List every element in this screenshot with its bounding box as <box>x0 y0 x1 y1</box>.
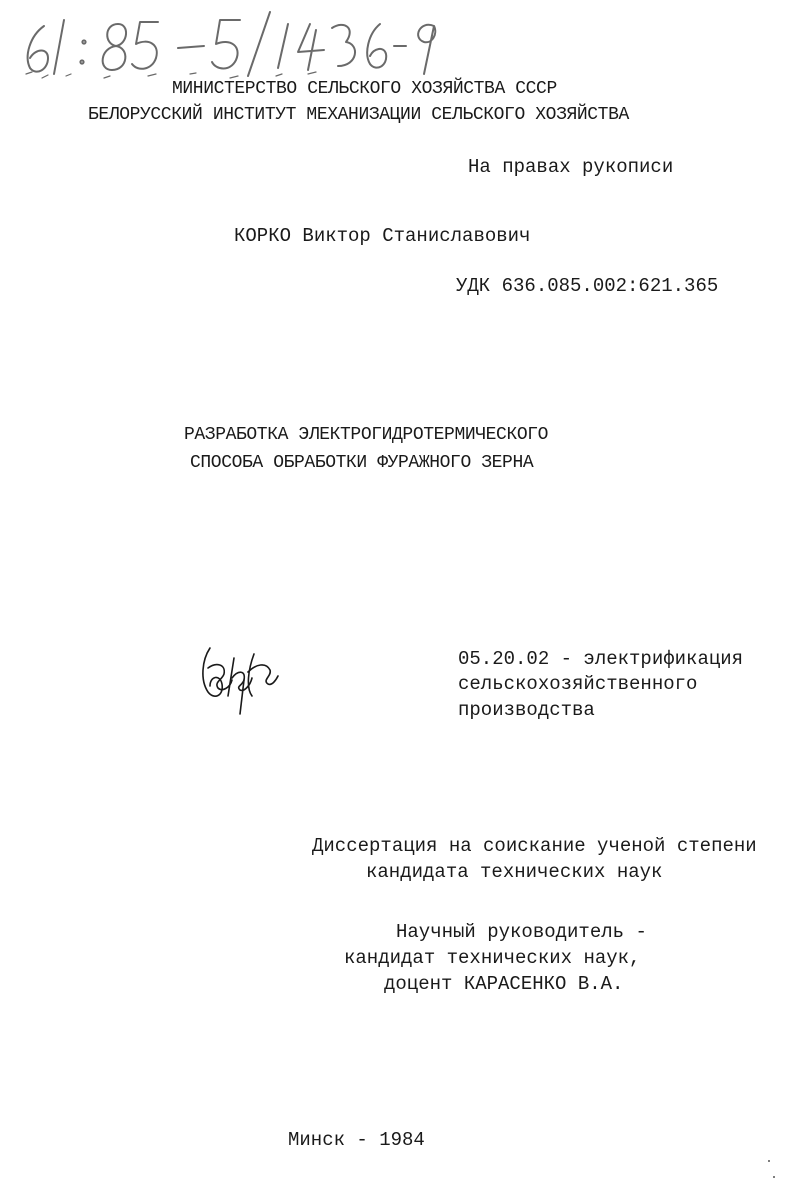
author-name: КОРКО Виктор Станиславович <box>234 225 531 247</box>
place-and-year: Минск - 1984 <box>288 1129 425 1151</box>
institute-name: БЕЛОРУССКИЙ ИНСТИТУТ МЕХАНИЗАЦИИ СЕЛЬСКОГО ХОЗЯЙСТВА <box>88 105 629 125</box>
specialty-line-2: сельскохозяйственного <box>458 673 698 695</box>
supervisor-line-2: кандидат технических наук, <box>344 947 641 969</box>
scan-speck <box>773 1176 775 1178</box>
author-signature <box>196 640 288 716</box>
supervisor-line-1: Научный руководитель - <box>396 921 647 943</box>
specialty-line-3: производства <box>458 699 595 721</box>
dissertation-degree-line-2: кандидата технических наук <box>366 861 663 883</box>
dissertation-title-line-2: СПОСОБА ОБРАБОТКИ ФУРАЖНОГО ЗЕРНА <box>190 453 534 473</box>
dissertation-degree-line-1: Диссертация на соискание ученой степени <box>312 835 757 857</box>
dissertation-title-line-1: РАЗРАБОТКА ЭЛЕКТРОГИДРОТЕРМИЧЕСКОГО <box>184 425 549 445</box>
ministry-name: МИНИСТЕРСТВО СЕЛЬСКОГО ХОЗЯЙСТВА СССР <box>172 79 557 99</box>
specialty-code-line-1: 05.20.02 - электрификация <box>458 648 744 670</box>
handwritten-archive-number <box>8 4 448 84</box>
udc-code: УДК 636.085.002:621.365 <box>456 275 719 297</box>
rights-note: На правах рукописи <box>468 156 674 178</box>
scan-speck <box>768 1160 770 1162</box>
supervisor-line-3: доцент КАРАСЕНКО В.А. <box>384 973 624 995</box>
